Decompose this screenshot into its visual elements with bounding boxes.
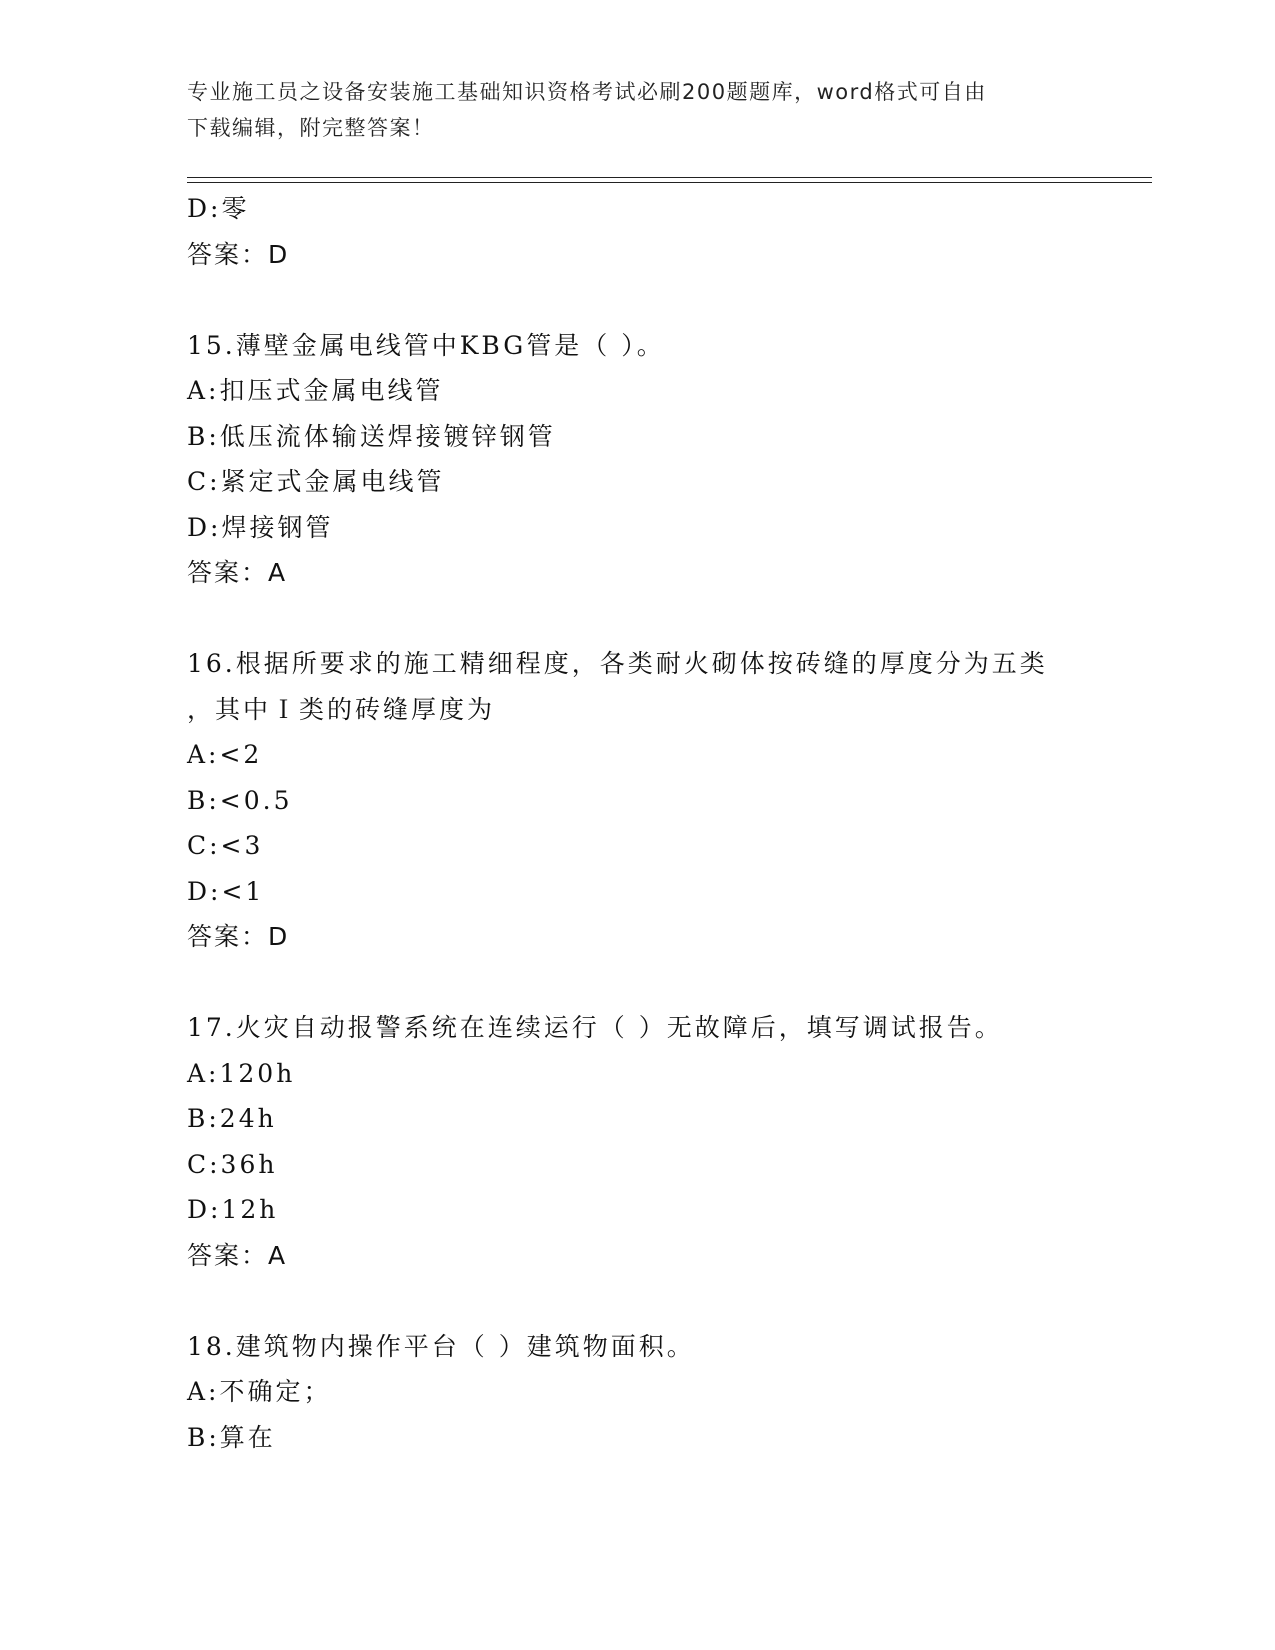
question-text: 16.根据所要求的施工精细程度，各类耐火砌体按砖缝的厚度分为五类	[187, 649, 1048, 678]
question-text: 15.薄壁金属电线管中KBG管是（ ）。	[187, 330, 665, 360]
question-option: B:<0.5	[187, 785, 293, 815]
question-option: D:12h	[187, 1195, 279, 1224]
question-block-15	[187, 323, 1127, 596]
header-title-line-2: 下载编辑，附完整答案！	[187, 116, 435, 140]
question-option: A:不确定；	[187, 1377, 332, 1406]
question-answer: 答案：D	[187, 239, 290, 269]
question-option: C:紧定式金属电线管	[187, 467, 445, 496]
question-block-16	[187, 641, 1127, 960]
question-text: 17.火灾自动报警系统在连续运行（ ）无故障后，填写调试报告。	[187, 1013, 1003, 1042]
question-option: D:焊接钢管	[187, 512, 334, 542]
question-option: A:扣压式金属电线管	[187, 376, 444, 405]
question-block-18	[187, 1324, 1127, 1461]
question-option: B:低压流体输送焊接镀锌钢管	[187, 421, 556, 451]
document-header	[187, 74, 1067, 146]
question-option: A:120h	[187, 1058, 296, 1088]
question-option: C:<3	[187, 831, 264, 860]
question-option: B:算在	[187, 1422, 276, 1452]
question-option: D:<1	[187, 876, 265, 906]
question-block-17	[187, 1005, 1127, 1278]
header-title-line-1: 专业施工员之设备安装施工基础知识资格考试必刷200题题库，word格式可自由	[187, 80, 987, 104]
question-answer: 答案：A	[187, 558, 288, 587]
question-answer: 答案：A	[187, 1240, 288, 1270]
header-divider-bottom	[187, 182, 1152, 183]
question-answer: 答案：D	[187, 922, 290, 951]
header-divider-top	[187, 177, 1152, 178]
question-option: C:36h	[187, 1149, 278, 1179]
question-block-14-tail	[187, 186, 1127, 277]
question-option: B:24h	[187, 1104, 277, 1133]
question-option: A:<2	[187, 740, 263, 769]
question-list	[187, 186, 1127, 1460]
question-option: D:零	[187, 194, 250, 223]
question-text-continued: ，其中Ｉ类的砖缝厚度为	[187, 694, 496, 724]
question-text: 18.建筑物内操作平台（ ）建筑物面积。	[187, 1331, 695, 1361]
